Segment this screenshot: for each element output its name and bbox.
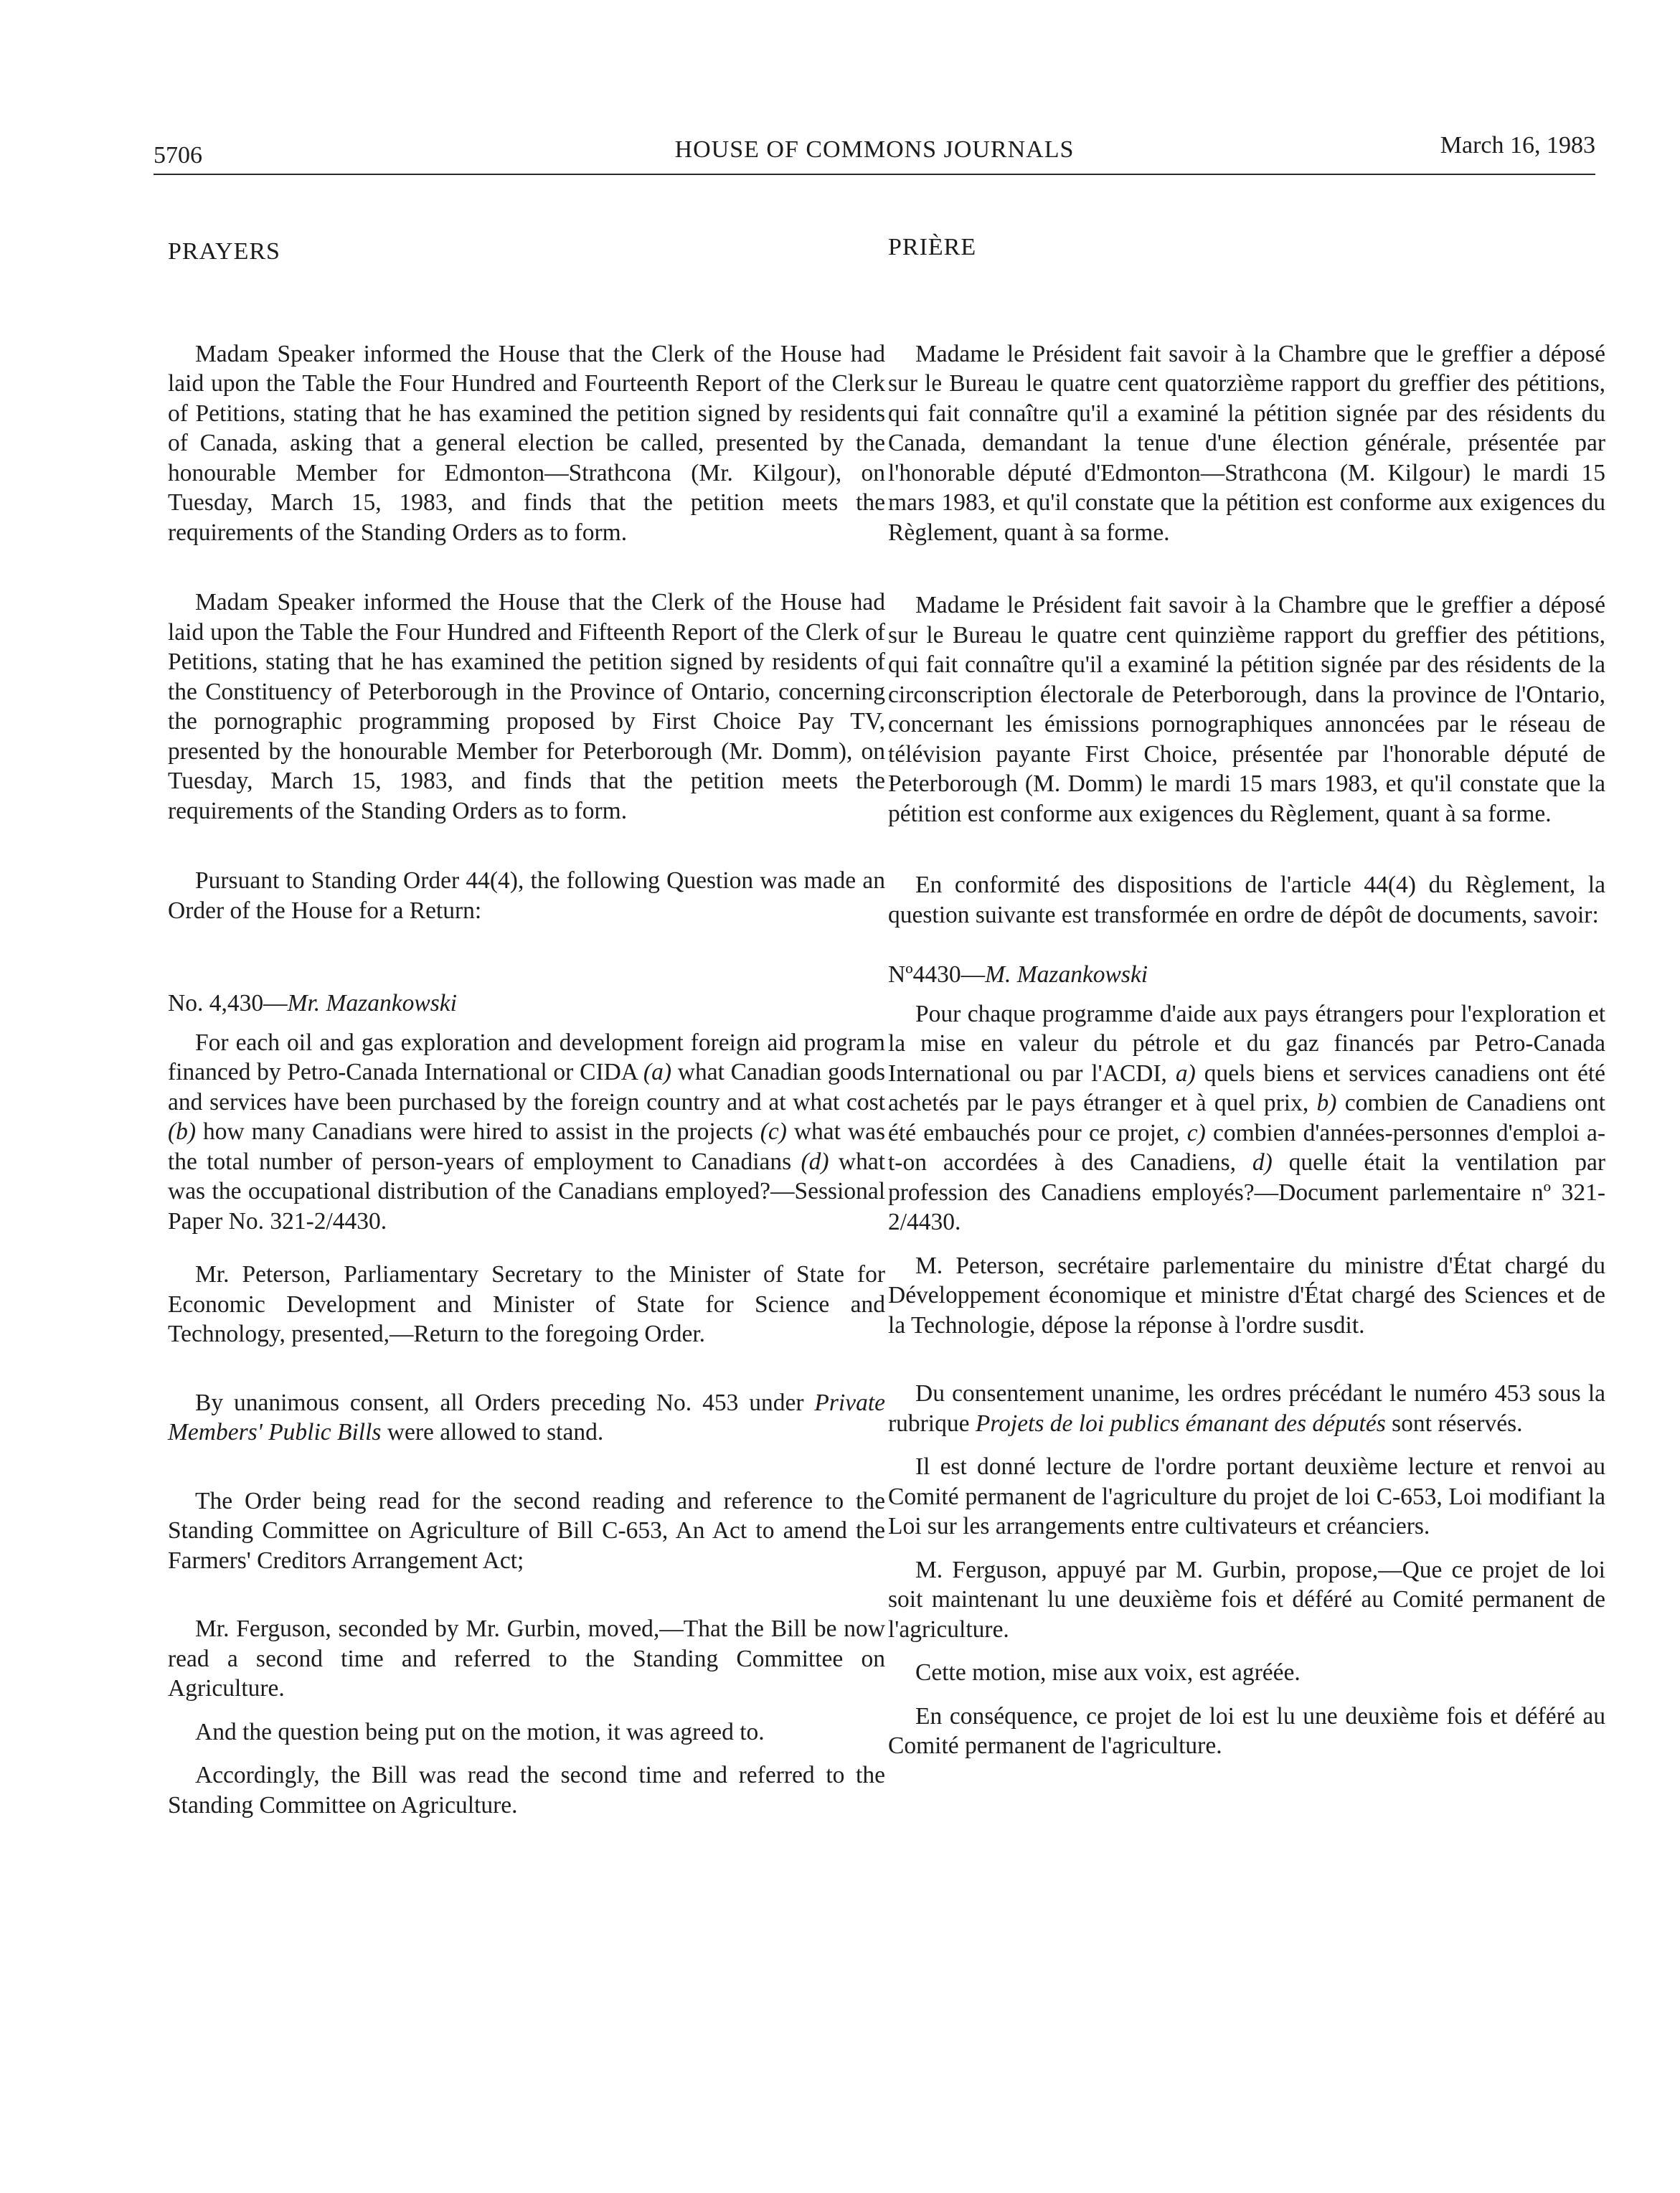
french-question-part-d: quelle était la ventilation par profession des Canadiens employés?—Document parlementaire nº 321-2/4430.: [888, 1149, 1605, 1235]
french-consent-rubric: Projets de loi publics émanant des députés: [975, 1410, 1386, 1437]
french-consent-text-b: sont réservés.: [1385, 1410, 1523, 1437]
english-paragraph-return: Mr. Peterson, Parliamentary Secretary to the Minister of State for Economic Development and Minister of State for Science and Technology, presented,—Return to the foregoing Order.: [168, 1261, 885, 1347]
english-marker-c: (c): [760, 1118, 787, 1145]
french-column: [888, 234, 1606, 1761]
english-heading: PRAYERS: [168, 238, 280, 265]
english-question-member: Mr. Mazankowski: [287, 990, 457, 1017]
english-paragraph-order-read: The Order being read for the second reading and reference to the Standing Committee on Agriculture of Bill C-653, An Act to amend the Farmers' Creditors Arrangement Act;: [168, 1487, 885, 1574]
french-question-number: Nº4430—: [888, 961, 986, 988]
french-paragraph-petition-1: Madame le Président fait savoir à la Chambre que le greffier a déposé sur le Bureau le quatre cent quatorzième rapport du greffier des pétitions, qui fait connaître qu'il a examiné la pétition signée par des résidents du Canada, demandant la tenue d'une élection générale, présentée par l'honorable député d'Edmonton—Strathcona (M. Kilgour) le mardi 15 mars 1983, et qu'il constate que la pétition est conforme aux exigences du Règlement, quant à sa forme.: [888, 340, 1605, 546]
english-paragraph-petition-2: Madam Speaker informed the House that the Clerk of the House had laid upon the Table the Four Hundred and Fifteenth Report of the Clerk of Petitions, stating that he has examined the petition signed by residents of the Constituency of Peterborough in the Province of Ontario, concerning the pornographic programming proposed by First Choice Pay TV, presented by the honourable Member for Peterborough (Mr. Domm), on Tuesday, March 15, 1983, and finds that the petition meets the requirements of the Standing Orders as to form.: [168, 589, 885, 824]
french-paragraph-standing-order: En conformité des dispositions de l'article 44(4) du Règlement, la question suivante est transformée en ordre de dépôt de documents, savoir:: [888, 872, 1605, 928]
french-question-part-c: combien d'années-personnes d'emploi a-t-on accordées à des Canadiens,: [888, 1119, 1605, 1176]
english-question-part-d: what was the occupational distribution of the Canadians employed?—Sessional Paper No. 321-2/4430.: [168, 1148, 885, 1235]
english-marker-d: (d): [801, 1148, 829, 1175]
french-question-part-a: quels biens et services canadiens ont été achetés par le pays étranger et à quel prix,: [888, 1060, 1606, 1116]
english-question-heading: [168, 989, 885, 1019]
journal-title: HOUSE OF COMMONS JOURNALS: [674, 136, 1075, 163]
english-question-number: No. 4,430—: [168, 990, 288, 1017]
french-question-text: [888, 999, 1605, 1237]
english-question-part-a: what Canadian goods and services have been purchased by the foreign country and at what cost: [168, 1059, 885, 1116]
french-marker-d: d): [1252, 1149, 1273, 1176]
french-consent-text-a: Du consentement unanime, les ordres précédant le numéro 453 sous la rubrique: [888, 1380, 1605, 1437]
english-question-intro: For each oil and gas exploration and development foreign aid program financed by Petro-Canada International or CIDA: [168, 1029, 885, 1085]
english-marker-b: (b): [168, 1118, 197, 1145]
french-marker-c: c): [1186, 1119, 1206, 1146]
english-paragraph-motion: Mr. Ferguson, seconded by Mr. Gurbin, moved,—That the Bill be now read a second time and referred to the Standing Committee on Agriculture.: [168, 1616, 885, 1702]
english-marker-a: (a): [643, 1059, 671, 1085]
english-consent-text-a: By unanimous consent, all Orders preceding No. 453 under: [195, 1389, 815, 1416]
page-header: [154, 132, 1595, 175]
journal-date: March 16, 1983: [1440, 132, 1595, 159]
french-paragraph-petition-2: Madame le Président fait savoir à la Chambre que le greffier a déposé sur le Bureau le quatre cent quinzième rapport du greffier des pétitions, qui fait connaître qu'il a examiné la pétition signée par des résidents de la circonscription électorale de Peterborough, dans la province de l'Ontario, concernant les émissions pornographiques annoncées par le réseau de télévision payante First Choice, présentée par l'honorable député de Peterborough (M. Domm) le mardi 15 mars 1983, et qu'il constate que la pétition est conforme aux exigences du Règlement, quant à sa forme.: [888, 592, 1605, 827]
english-paragraph-agreed: And the question being put on the motion, it was agreed to.: [195, 1718, 765, 1745]
french-paragraph-consent: [888, 1379, 1605, 1438]
header-rule: [154, 174, 1595, 175]
french-question-intro: Pour chaque programme d'aide aux pays étrangers pour l'exploration et la mise en valeur du pétrole et du gaz financés par Petro-Canada International ou par l'ACDI,: [888, 1000, 1605, 1087]
english-question-text: [168, 1028, 885, 1237]
english-consent-text-b: were allowed to stand.: [381, 1419, 604, 1446]
english-paragraph-consent: [168, 1388, 885, 1448]
french-paragraph-return: M. Peterson, secrétaire parlementaire du ministre d'État chargé du Développement économique et ministre d'État chargé des Sciences et de la Technologie, dépose la réponse à l'ordre susdit.: [888, 1252, 1605, 1339]
french-heading: PRIÈRE: [888, 234, 977, 260]
french-question-member: M. Mazankowski: [985, 961, 1148, 988]
english-paragraph-petition-1: Madam Speaker informed the House that the Clerk of the House had laid upon the Table the Four Hundred and Fourteenth Report of the Clerk of Petitions, stating that he has examined the petition signed by residents of Canada, asking that a general election be called, presented by the honourable Member for Edmonton—Strathcona (Mr. Kilgour), on Tuesday, March 15, 1983, and finds that the petition meets the requirements of the Standing Orders as to form.: [168, 340, 885, 546]
english-column: [168, 237, 885, 1820]
english-question-part-c: what was the total number of person-years of employment to Canadians: [168, 1118, 886, 1175]
page-number: 5706: [154, 142, 202, 169]
french-paragraph-accordingly: En conséquence, ce projet de loi est lu une deuxième fois et déféré au Comité permanent de l'agriculture.: [888, 1702, 1605, 1759]
french-paragraph-agreed: Cette motion, mise aux voix, est agréée.: [915, 1659, 1301, 1686]
french-question-part-b: combien de Canadiens ont été embauchés pour ce projet,: [888, 1090, 1605, 1146]
english-paragraph-accordingly: Accordingly, the Bill was read the second time and referred to the Standing Committee on Agriculture.: [168, 1762, 885, 1819]
french-marker-a: a): [1175, 1060, 1196, 1087]
english-paragraph-standing-order: Pursuant to Standing Order 44(4), the following Question was made an Order of the House for a Return:: [168, 867, 885, 924]
french-question-heading: [888, 960, 1605, 990]
french-paragraph-motion: M. Ferguson, appuyé par M. Gurbin, propose,—Que ce projet de loi soit maintenant lu une deuxième fois et déféré au Comité permanent de l'agriculture.: [888, 1556, 1605, 1643]
english-question-part-b: how many Canadians were hired to assist in the projects: [196, 1118, 760, 1145]
french-marker-b: b): [1316, 1090, 1337, 1116]
french-paragraph-order-read: Il est donné lecture de l'ordre portant deuxième lecture et renvoi au Comité permanent de l'agriculture du projet de loi C-653, Loi modifiant la Loi sur les arrangements entre cultivateurs et créanciers.: [888, 1453, 1605, 1539]
english-consent-rubric: Private Members' Public Bills: [168, 1389, 885, 1446]
